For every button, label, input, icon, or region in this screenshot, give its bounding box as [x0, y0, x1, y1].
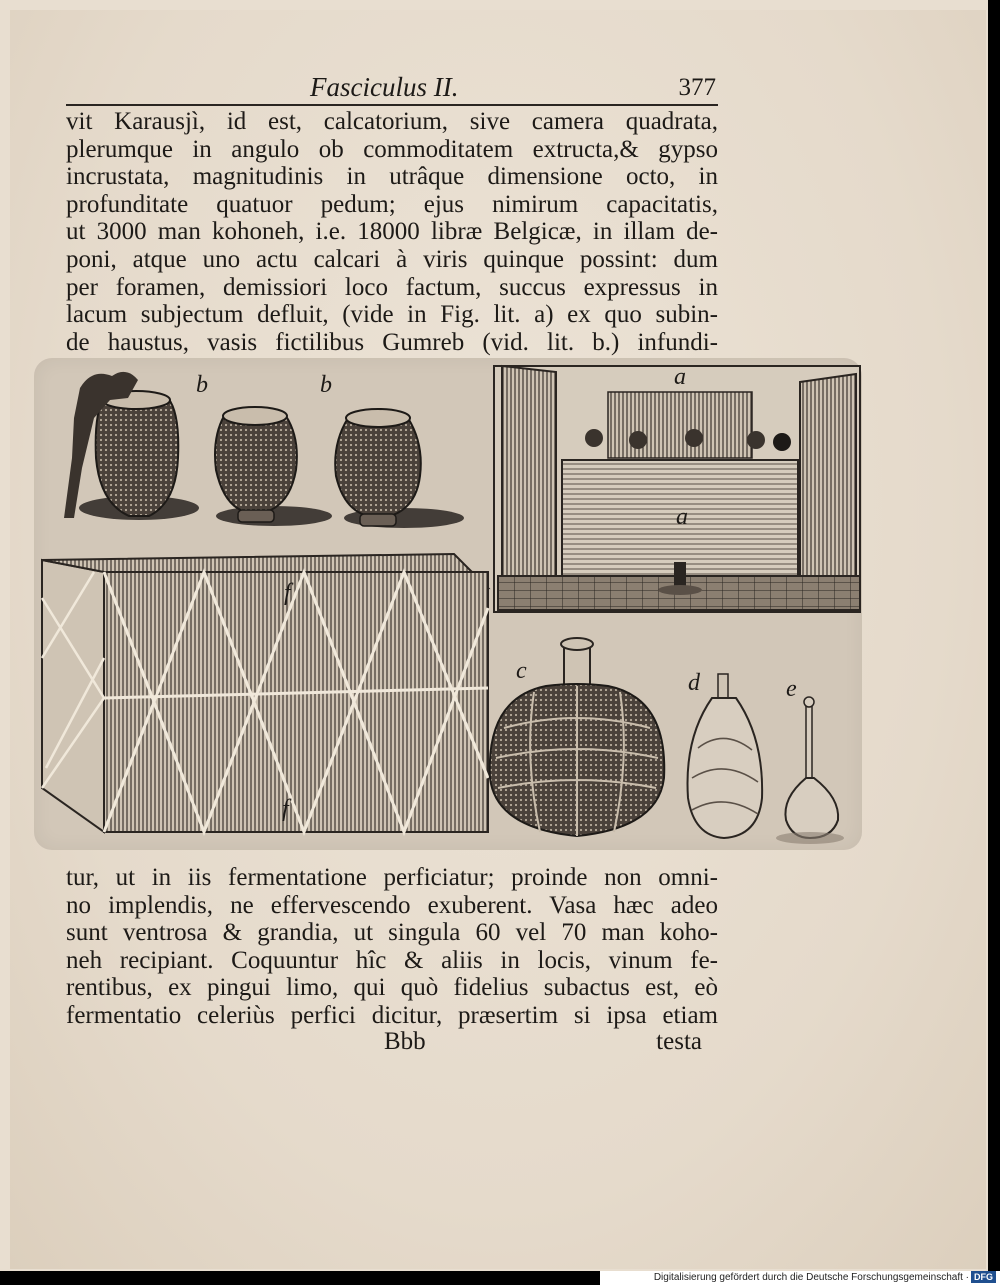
signature-line: [66, 1028, 702, 1056]
figure-label-f: f: [282, 796, 289, 822]
dfg-logo: DFG: [971, 1271, 996, 1283]
wrapped-bale: [42, 554, 488, 832]
jar: [215, 407, 332, 526]
body-text-bottom: [66, 864, 718, 1030]
text-line: profunditate quatuor pedum; ejus nimirum capacitatis,: [66, 190, 718, 218]
figure-label-f: f: [284, 580, 291, 606]
engraving-illustration: [34, 358, 862, 850]
text-line: tur, ut in iis fermentatione perficiatur; proinde non omni-: [66, 864, 718, 891]
body-text-top: [66, 108, 718, 356]
text-line: lacum subjectum defluit, (vide in Fig. lit. a) ex quo subin-: [66, 301, 718, 329]
small-flask: [776, 697, 844, 844]
credit-text: Digitalisierung gefördert durch die Deutsche Forschungsgemeinschaft ·: [653, 1272, 969, 1283]
text-line: sunt ventrosa & grandia, ut singula 60 vel 70 man koho-: [66, 919, 718, 947]
text-line: de haustus, vasis fictilibus Gumreb (vid. lit. b.) infundi-: [66, 328, 718, 356]
text-line: plerumque in angulo ob commoditatem extructa,& gypso: [66, 135, 718, 163]
text-line: rentibus, ex pingui limo, qui quò fidelius subactus est, eò: [66, 974, 718, 1002]
jar: [335, 409, 464, 528]
signature-mark: Bbb: [384, 1028, 426, 1055]
text-line: no implendis, ne effervescendo exuberent. Vasa hæc adeo: [66, 891, 718, 919]
page-header: [66, 72, 718, 106]
text-line: poni, atque uno actu calcari à viris quinque possint: dum: [66, 245, 718, 273]
text-line: fermentatio celeriùs perfici dicitur, præsertim si ipsa etiam: [66, 1001, 718, 1029]
text-line: neh recipiant. Coquuntur hîc & aliis in locis, vinum fe-: [66, 946, 718, 974]
engraving-plate: [34, 358, 862, 850]
figure-label-d: d: [688, 670, 700, 696]
page-number: 377: [678, 74, 716, 101]
figure-label-c: c: [516, 658, 527, 684]
text-line: vit Karausjì, id est, calcatorium, sive camera quadrata,: [66, 108, 718, 135]
figure-label-b: b: [320, 372, 332, 398]
figure-label-b: b: [196, 372, 208, 398]
running-head: Fasciculus II.: [310, 72, 459, 102]
catchword: testa: [656, 1028, 702, 1055]
figure-label-a: a: [676, 504, 688, 530]
jar-with-figure: [64, 372, 199, 520]
text-line: per foramen, demissiori loco factum, succus expressus in: [66, 273, 718, 301]
text-line: ut 3000 man kohoneh, i.e. 18000 libræ Belgicæ, in illam de-: [66, 218, 718, 246]
figure-label-e: e: [786, 676, 797, 702]
digitization-credit-bar: [600, 1271, 1000, 1285]
treading-chamber: [494, 366, 860, 612]
tall-flask: [688, 674, 763, 838]
figure-label-a: a: [674, 364, 686, 390]
text-line: incrustata, magnitudinis in utrâque dimensione octo, in: [66, 163, 718, 191]
